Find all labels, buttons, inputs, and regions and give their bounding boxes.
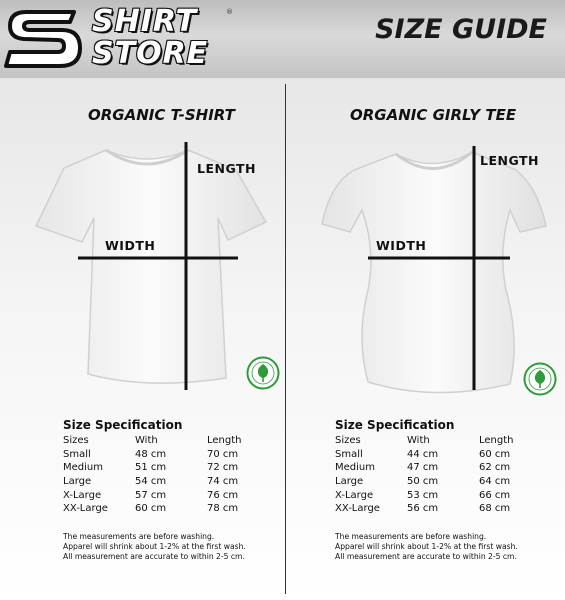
cell-length: 60 cm xyxy=(479,448,511,460)
cell-width: 44 cm xyxy=(407,448,439,460)
table-row xyxy=(335,475,539,489)
cell-width: 48 cm xyxy=(135,448,167,460)
cell-length: 76 cm xyxy=(207,489,239,501)
col-header-sizes: Sizes xyxy=(335,435,361,447)
cell-length: 66 cm xyxy=(479,489,511,501)
table-row xyxy=(335,461,539,475)
cell-width: 60 cm xyxy=(135,503,167,515)
table-row xyxy=(63,488,267,502)
table-header-row xyxy=(63,434,267,448)
note-line: Apparel will shrink about 1-2% at the first wash. xyxy=(335,542,518,551)
cell-size: XX-Large xyxy=(63,503,108,515)
panel-title-tshirt: ORGANIC T-SHIRT xyxy=(88,106,235,124)
size-spec-tshirt xyxy=(63,418,267,516)
panel-divider xyxy=(285,84,286,594)
note-line: All measurement are accurate to within 2-5 cm. xyxy=(335,552,517,561)
cell-size: Large xyxy=(335,476,364,488)
note-line: All measurement are accurate to within 2-5 cm. xyxy=(63,552,245,561)
col-header-sizes: Sizes xyxy=(63,435,89,447)
table-header-row xyxy=(335,434,539,448)
size-table-girly-tee xyxy=(335,434,539,516)
washing-notes-tshirt xyxy=(63,532,246,562)
note-line: Apparel will shrink about 1-2% at the first wash. xyxy=(63,542,246,551)
spec-title: Size Specification xyxy=(63,418,183,432)
cell-width: 53 cm xyxy=(407,489,439,501)
size-table-tshirt xyxy=(63,434,267,516)
cell-size: Small xyxy=(335,448,363,460)
width-label-tshirt: WIDTH xyxy=(105,238,156,253)
table-row xyxy=(63,475,267,489)
cell-size: Medium xyxy=(335,462,375,474)
table-row xyxy=(335,448,539,462)
organic-cotton-badge-icon xyxy=(246,356,280,390)
table-row xyxy=(63,461,267,475)
cell-length: 74 cm xyxy=(207,476,239,488)
col-header-width: With xyxy=(407,435,430,447)
col-header-length: Length xyxy=(479,435,514,447)
cell-size: Small xyxy=(63,448,91,460)
panel-title-girly-tee: ORGANIC GIRLY TEE xyxy=(350,106,517,124)
cell-length: 64 cm xyxy=(479,476,511,488)
length-label-girly-tee: LENGTH xyxy=(480,153,539,168)
cell-width: 57 cm xyxy=(135,489,167,501)
cell-length: 62 cm xyxy=(479,462,511,474)
cell-width: 51 cm xyxy=(135,462,167,474)
note-line: The measurements are before washing. xyxy=(63,532,215,541)
shirt-store-logo-icon[interactable] xyxy=(4,8,84,70)
logo-text-shirt: SHIRT xyxy=(92,4,198,39)
registered-mark: ® xyxy=(226,8,233,16)
cell-length: 72 cm xyxy=(207,462,239,474)
table-row xyxy=(63,502,267,516)
washing-notes-girly-tee xyxy=(335,532,518,562)
cell-length: 78 cm xyxy=(207,503,239,515)
cell-width: 50 cm xyxy=(407,476,439,488)
length-label-tshirt: LENGTH xyxy=(197,161,256,176)
cell-width: 56 cm xyxy=(407,503,439,515)
col-header-length: Length xyxy=(207,435,242,447)
cell-size: Large xyxy=(63,476,92,488)
cell-size: X-Large xyxy=(63,489,102,501)
tshirt-image xyxy=(22,138,272,400)
cell-length: 70 cm xyxy=(207,448,239,460)
table-row xyxy=(335,502,539,516)
cell-width: 54 cm xyxy=(135,476,167,488)
site-header xyxy=(0,0,565,78)
table-row xyxy=(335,488,539,502)
note-line: The measurements are before washing. xyxy=(335,532,487,541)
cell-size: XX-Large xyxy=(335,503,380,515)
page-title: SIZE GUIDE xyxy=(375,14,547,45)
spec-title: Size Specification xyxy=(335,418,455,432)
size-guide-content xyxy=(0,78,565,600)
width-label-girly-tee: WIDTH xyxy=(376,238,427,253)
table-row xyxy=(63,448,267,462)
cell-length: 68 cm xyxy=(479,503,511,515)
logo-text-store: STORE xyxy=(92,36,209,71)
cell-size: Medium xyxy=(63,462,103,474)
cell-size: X-Large xyxy=(335,489,374,501)
organic-cotton-badge-icon xyxy=(523,362,557,396)
size-spec-girly-tee xyxy=(335,418,539,516)
col-header-width: With xyxy=(135,435,158,447)
cell-width: 47 cm xyxy=(407,462,439,474)
